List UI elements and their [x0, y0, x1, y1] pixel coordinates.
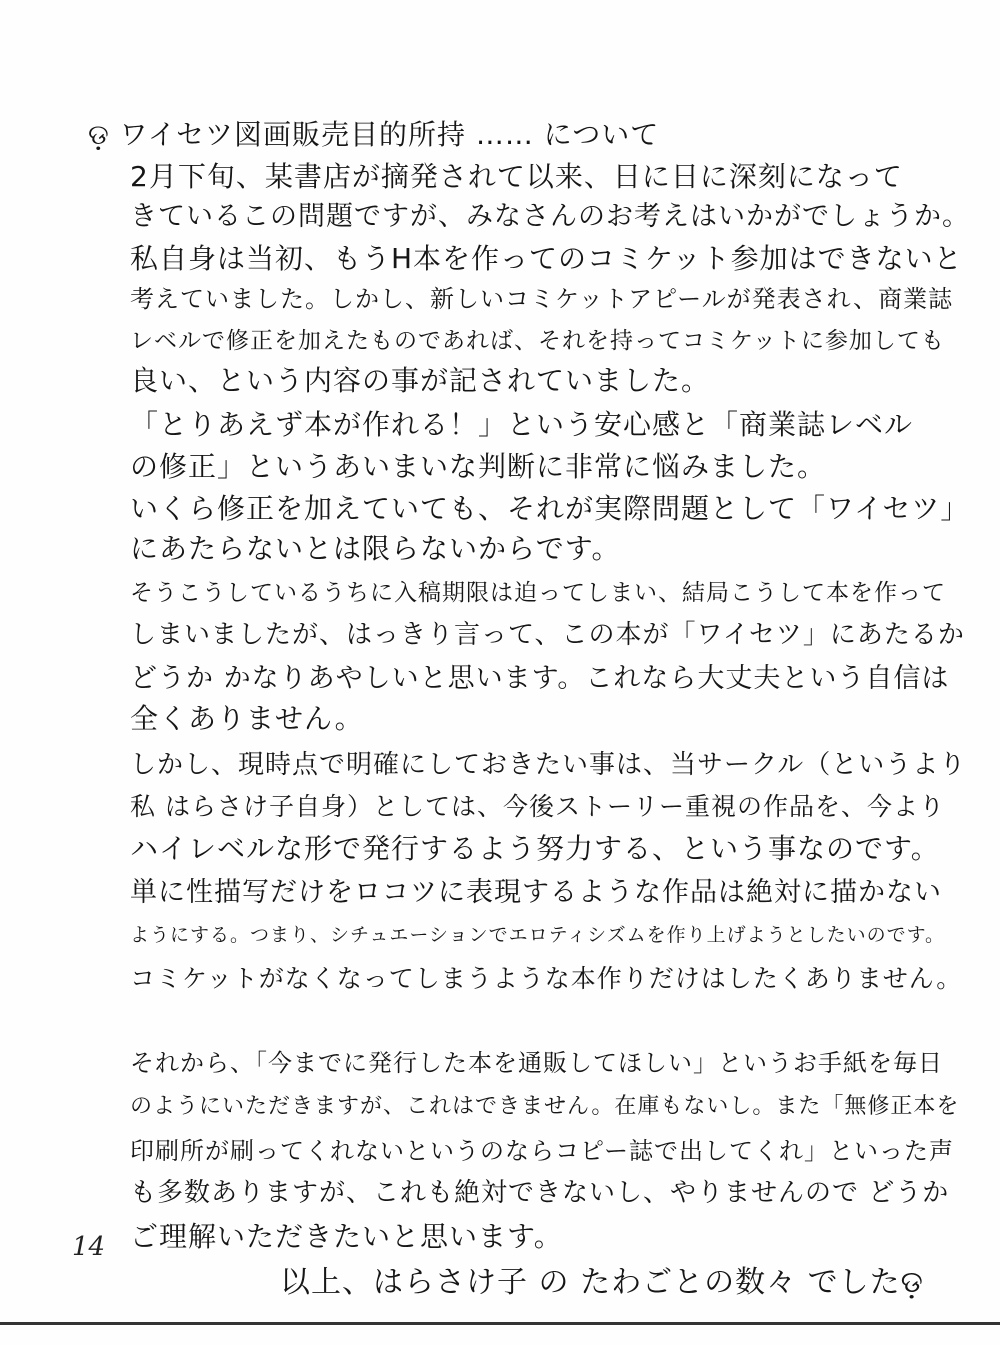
note-line: 印刷所が刷ってくれないというのならコピー誌で出してくれ」といった声 — [130, 1137, 955, 1165]
note-line: どうか かなりあやしいと思います。これなら大丈夫という自信は — [130, 663, 950, 694]
page-number: 14 — [72, 1232, 106, 1262]
note-line: ハイレベルな形で発行するよう努力する、という事なのです。 — [130, 832, 940, 865]
note-line: にあたらないとは限らないからです。 — [130, 532, 621, 565]
note-line: 「とりあえず本が作れる！」という安心感と「商業誌レベル — [130, 408, 914, 441]
note-line: のようにいただきますが、これはできません。在庫もないし。また「無修正本を — [130, 1094, 960, 1119]
note-line: 良い、という内容の事が記されていました。 — [130, 364, 711, 397]
note-signoff: 以上、はらさけ子 の たわごとの数々 でしたଡ଼ — [280, 1265, 924, 1300]
note-line: ようにする。つまり、シチュエーションでエロティシズムを作り上げようとしたいのです。 — [130, 924, 946, 946]
note-line: そうこうしているうちに入稿期限は迫ってしまい、結局こうして本を作って — [130, 580, 946, 606]
note-line: 私 はらさけ子自身）としては、今後ストーリー重視の作品を、今より — [130, 792, 945, 821]
note-line: 全くありません。 — [130, 702, 364, 735]
note-line: いくら修正を加えていても、それが実際問題として「ワイセツ」 — [130, 492, 970, 525]
note-line: 私自身は当初、もうH本を作ってのコミケット参加はできないと — [130, 242, 963, 275]
note-line: の修正」というあいまいな判断に非常に悩みました。 — [130, 450, 827, 483]
note-line: コミケットがなくなってしまうような本作りだけはしたくありません。 — [130, 964, 963, 993]
note-line: 単に性描写だけをロコツに表現するような作品は絶対に描かない — [130, 877, 942, 908]
page-bottom-edge — [0, 1322, 1000, 1325]
note-line: 2月下旬、某書店が摘発されて以来、日に日に深刻になって — [130, 160, 903, 193]
note-line: しまいましたが、はっきり言って、この本が「ワイセツ」にあたるか — [130, 620, 965, 650]
note-line: きているこの問題ですが、みなさんのお考えはいかがでしょうか。 — [130, 201, 970, 232]
note-line: も多数ありますが、これも絶対できないし、やりませんので どうか — [130, 1178, 950, 1208]
note-line: しかし、現時点で明確にしておきたい事は、当サークル（というより — [130, 750, 967, 780]
note-line: ご理解いただきたいと思います。 — [130, 1220, 563, 1253]
note-line: レベルで修正を加えたものであれば、それを持ってコミケットに参加しても — [130, 328, 945, 354]
note-line: それから、「今までに発行した本を通販してほしい」というお手紙を毎日 — [130, 1049, 943, 1077]
note-line: 考えていました。しかし、新しいコミケットアピールが発表され、商業誌 — [130, 285, 954, 313]
note-heading: ଡ଼ ワイセツ図画販売目的所持 …… について — [88, 118, 660, 151]
